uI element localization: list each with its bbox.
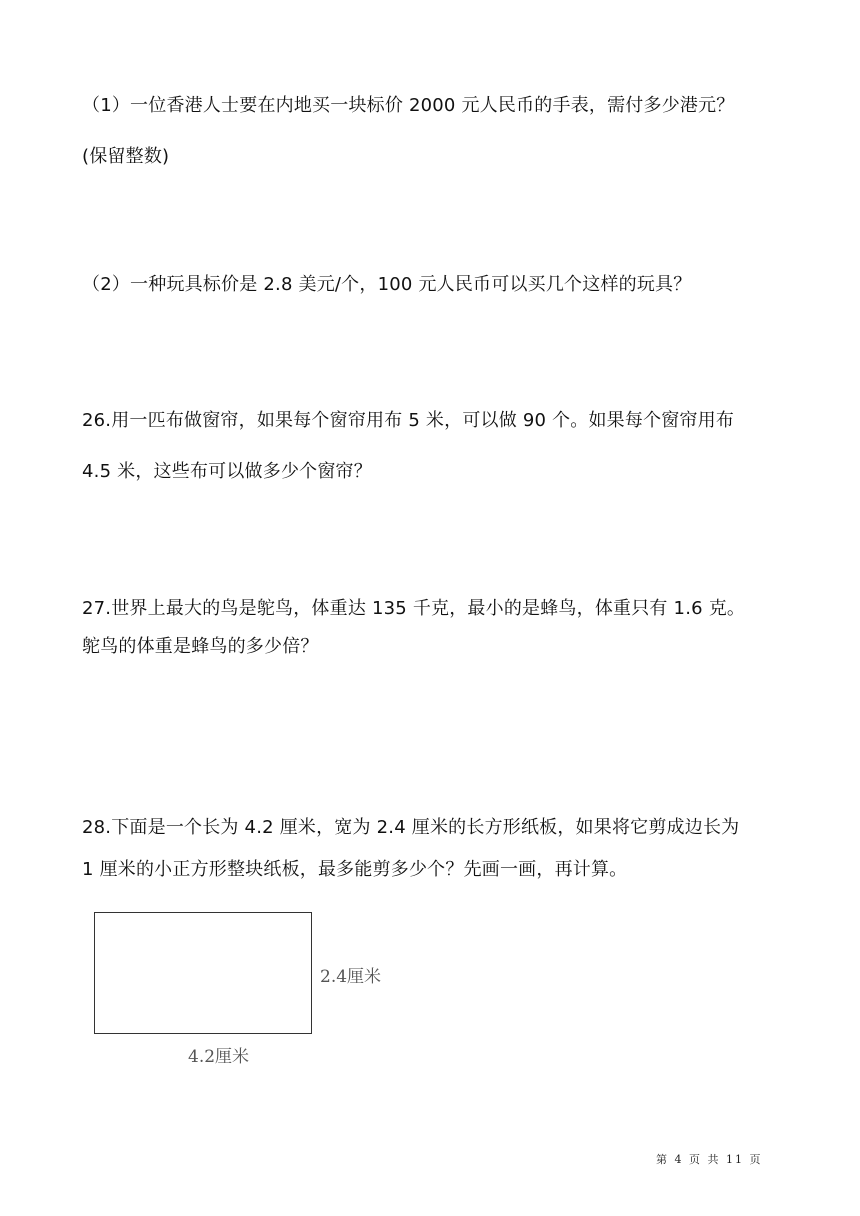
q26-line2: 4.5 米，这些布可以做多少个窗帘？ bbox=[82, 461, 372, 482]
rectangle-length-label: 4.2厘米 bbox=[188, 1047, 250, 1067]
rectangle-figure bbox=[94, 912, 312, 1034]
q26-line1: 26.用一匹布做窗帘，如果每个窗帘用布 5 米，可以做 90 个。如果每个窗帘用布 bbox=[82, 410, 735, 431]
q27-line1: 27.世界上最大的鸟是鸵鸟，体重达 135 千克，最小的是蜂鸟，体重只有 1.6 克。 bbox=[82, 598, 746, 619]
rectangle-width-label: 2.4厘米 bbox=[320, 967, 382, 987]
q28-line1: 28.下面是一个长为 4.2 厘米，宽为 2.4 厘米的长方形纸板，如果将它剪成边长为 bbox=[82, 817, 740, 838]
q25-part1-line1: （1）一位香港人士要在内地买一块标价 2000 元人民币的手表，需付多少港元？ bbox=[82, 95, 735, 116]
q28-line2: 1 厘米的小正方形整块纸板，最多能剪多少个？先画一画，再计算。 bbox=[82, 859, 628, 880]
q27-line2: 鸵鸟的体重是蜂鸟的多少倍？ bbox=[82, 636, 319, 657]
page-number-footer: 第 4 页 共 11 页 bbox=[656, 1153, 763, 1166]
q25-part1-line2: (保留整数) bbox=[82, 146, 170, 167]
q25-part2: （2）一种玩具标价是 2.8 美元/个，100 元人民币可以买几个这样的玩具？ bbox=[82, 274, 692, 295]
